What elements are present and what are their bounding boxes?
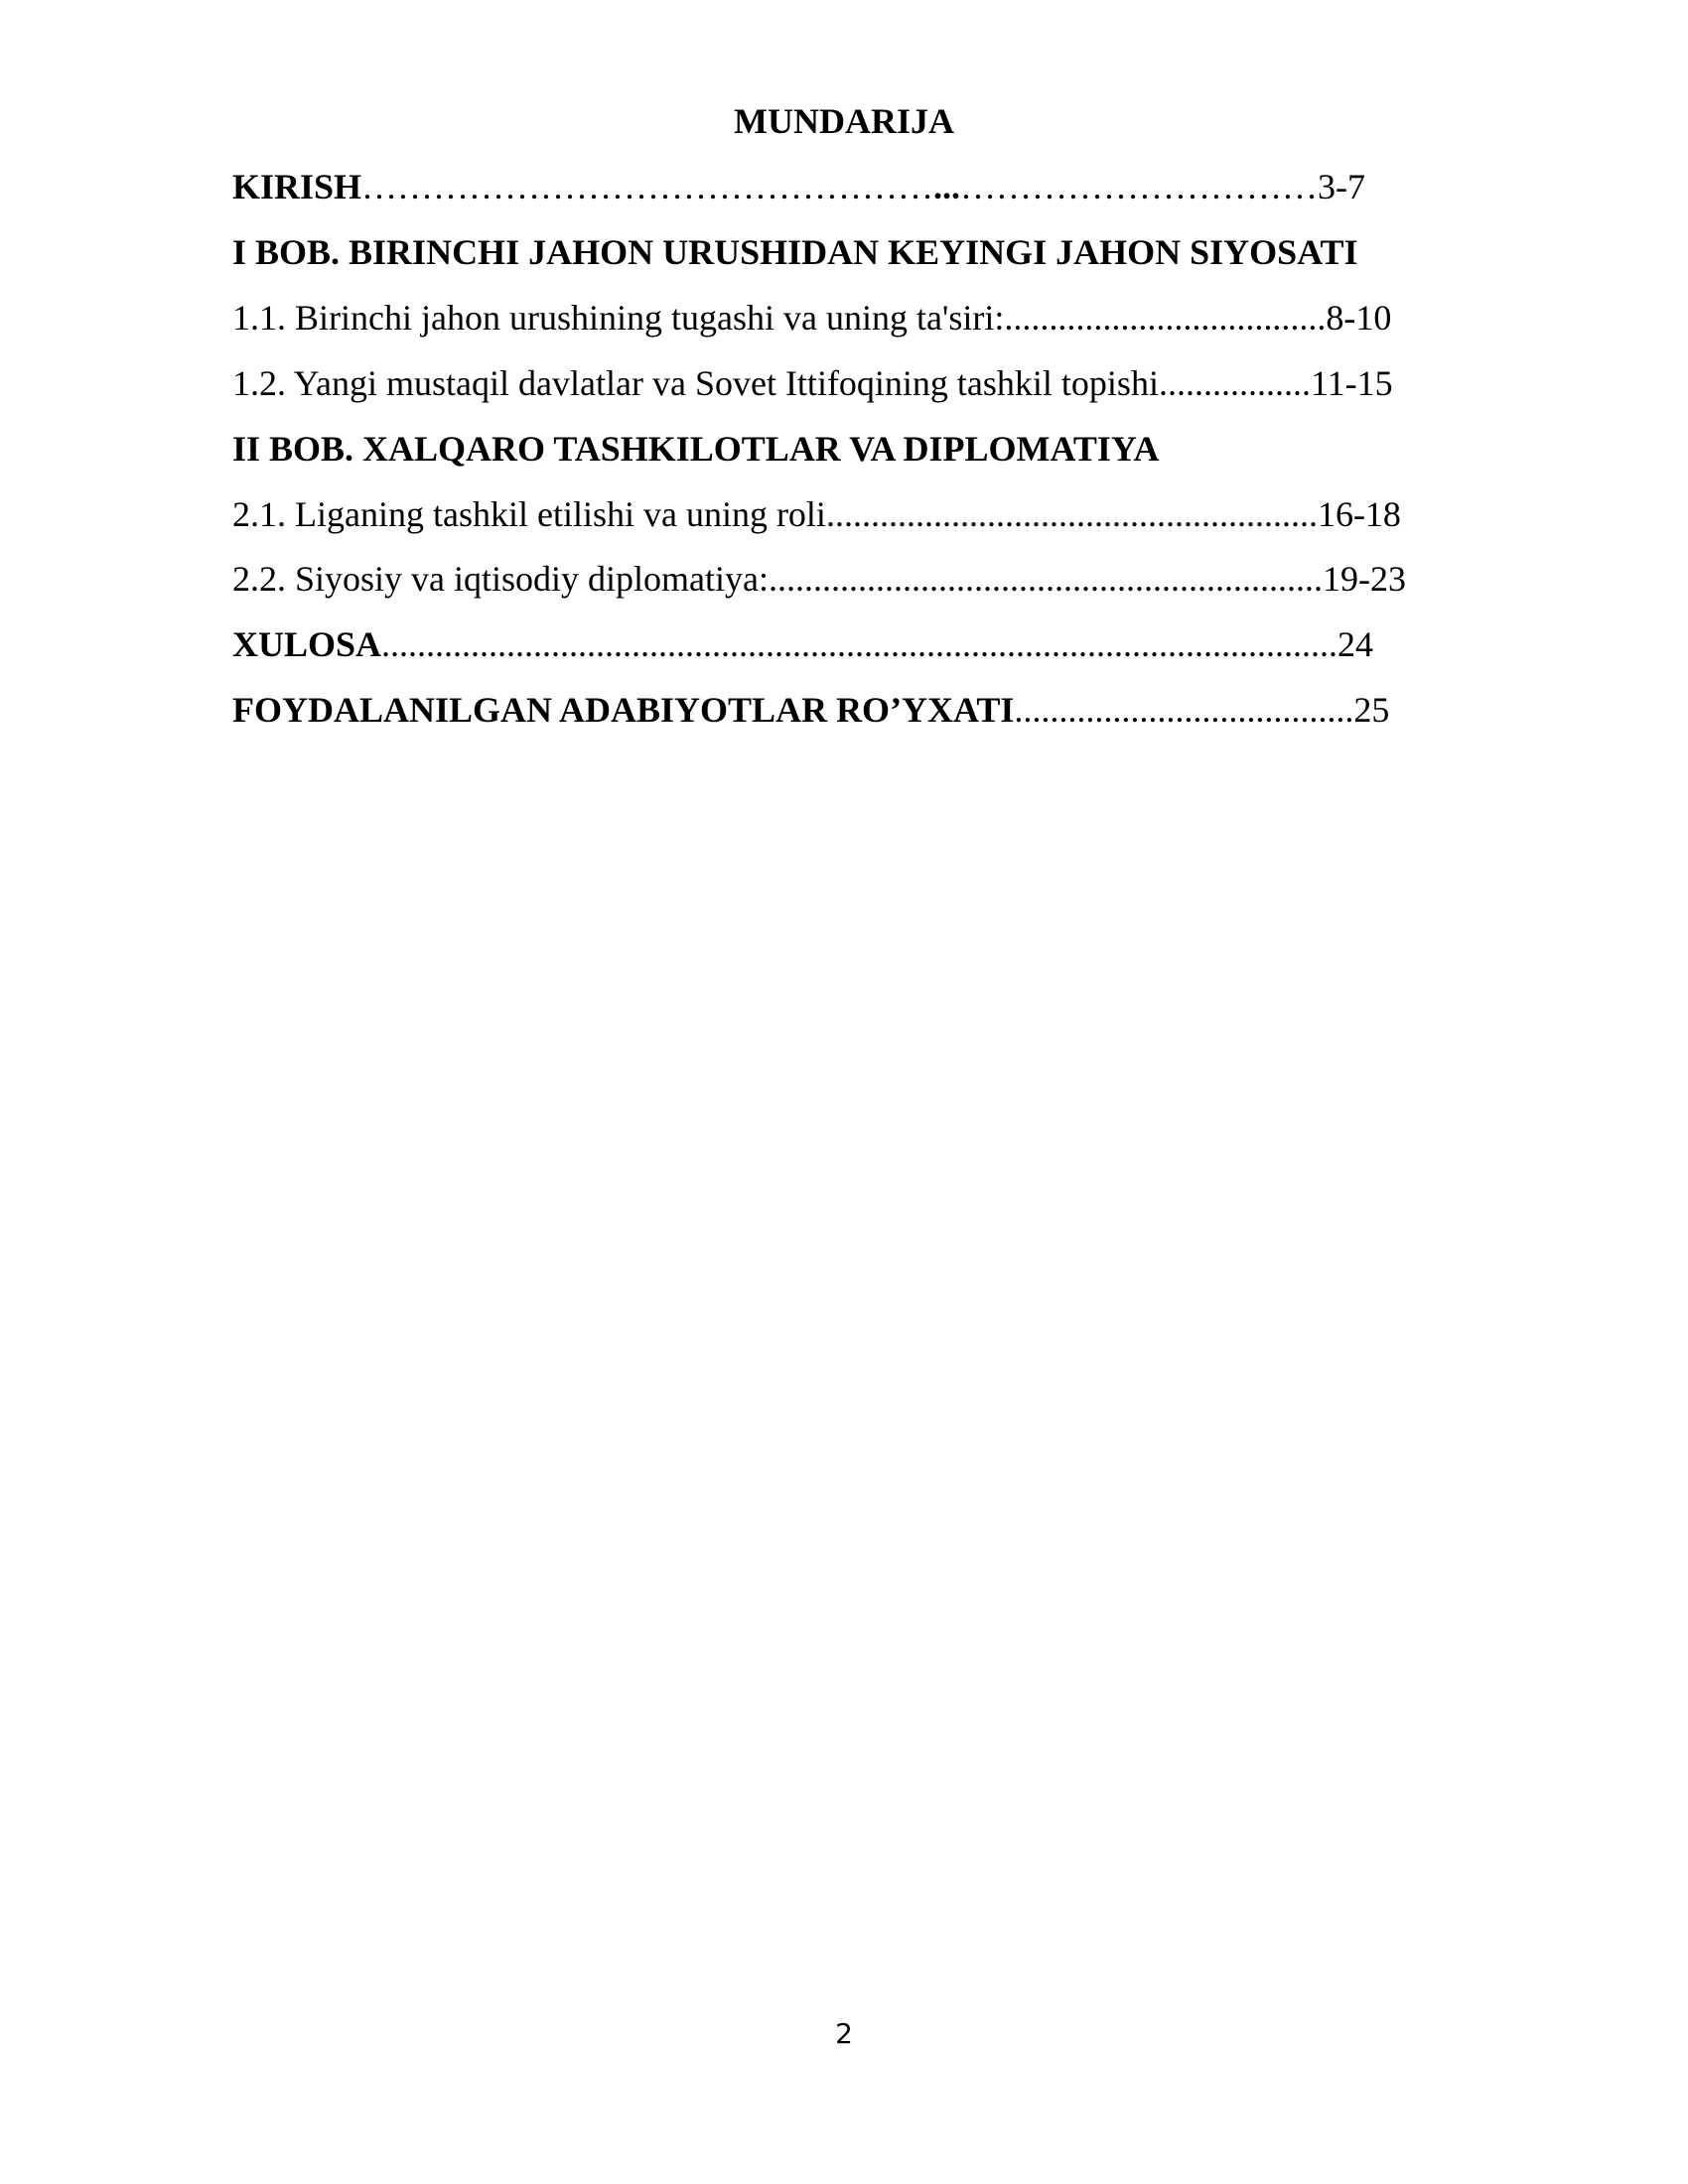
toc-page-range: 19-23 bbox=[1323, 559, 1406, 599]
toc-entry-title: 2.1. Liganing tashkil etilishi va uning roli bbox=[232, 494, 826, 534]
toc-entry-conclusion bbox=[232, 622, 1373, 666]
toc-leader: .................................... bbox=[1004, 298, 1327, 338]
toc-chapter-1: I BOB. BIRINCHI JAHON URUSHIDAN KEYINGI JAHON SIYOSATI bbox=[232, 232, 1358, 272]
toc-entry-title: FOYDALANILGAN ADABIYOTLAR RO’YXATI bbox=[232, 690, 1015, 730]
toc-entry-kirish bbox=[232, 165, 1365, 208]
toc-page-range: 3-7 bbox=[1318, 167, 1366, 206]
toc-entry-1-2 bbox=[232, 361, 1393, 405]
toc-entry-title: 1.2. Yangi mustaqil davlatlar va Sovet Ittifoqining tashkil topishi bbox=[232, 363, 1159, 403]
toc-leader: ... bbox=[933, 167, 961, 206]
toc-page-range: 11-15 bbox=[1310, 363, 1393, 403]
toc-entry-2-1 bbox=[232, 492, 1401, 536]
toc-page-range: 8-10 bbox=[1326, 298, 1392, 338]
toc-page-range: 16-18 bbox=[1317, 494, 1401, 534]
page-number: 2 bbox=[835, 2017, 853, 2050]
page-title: MUNDARIJA bbox=[734, 101, 954, 141]
toc-entry-title: KIRISH bbox=[232, 167, 362, 206]
toc-entry-2-2 bbox=[232, 557, 1406, 601]
toc-page-range: 24 bbox=[1337, 624, 1374, 664]
toc-leader: ...................................... bbox=[1014, 690, 1354, 730]
toc-chapter-2: II BOB. XALQARO TASHKILOTLAR VA DIPLOMATIYA bbox=[232, 429, 1160, 469]
toc-entry-1-1 bbox=[232, 296, 1391, 340]
toc-leader: ....................................................... bbox=[825, 494, 1318, 534]
toc-leader: ........................................................................................................... bbox=[381, 624, 1338, 664]
toc-leader: ………………………… bbox=[960, 167, 1319, 206]
toc-entry-title: 2.2. Siyosiy va iqtisodiy diplomatiya: bbox=[232, 559, 769, 599]
toc-entry-title: 1.1. Birinchi jahon urushining tugashi va uning ta'siri: bbox=[232, 298, 1005, 338]
toc-leader: .............................................................. bbox=[769, 559, 1323, 599]
toc-page-range: 25 bbox=[1353, 690, 1390, 730]
toc-entry-references bbox=[232, 688, 1389, 732]
toc-leader: ………………………………………… bbox=[361, 167, 934, 206]
toc-entry-title: XULOSA bbox=[232, 624, 382, 664]
toc-leader: ................. bbox=[1158, 363, 1311, 403]
